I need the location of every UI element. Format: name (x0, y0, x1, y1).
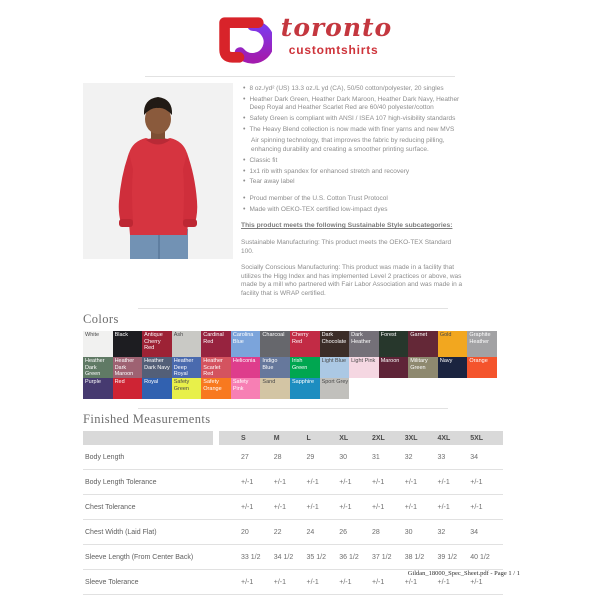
bullet-dot-icon: • (243, 205, 246, 213)
spec-bullet-text: Heather Dark Green, Heather Dark Maroon, Heather Dark Navy, Heather Deep Royal and Heather Scarlet Red are 60/40 polyester/cotton (249, 95, 460, 112)
color-swatch: Red (113, 378, 143, 399)
product-section (83, 83, 503, 298)
measurement-value: 28 (273, 453, 282, 461)
spec-bullet-list (241, 85, 463, 214)
size-column-header: M (273, 434, 280, 442)
measurement-value: +/-1 (241, 478, 254, 486)
size-column-header: 4XL (437, 434, 451, 442)
measurement-row (83, 520, 503, 545)
size-column-header: 2XL (372, 434, 385, 442)
bullet-dot-icon: • (243, 167, 246, 175)
spec-bullet-item (241, 168, 463, 176)
measurement-value: +/-1 (404, 578, 418, 586)
color-swatch: Dark Chocolate (320, 331, 350, 357)
measurement-value: 28 (372, 528, 380, 536)
measurement-value: +/-1 (437, 578, 450, 586)
measurement-value: +/-1 (273, 578, 287, 586)
brand-sub-name: customtshirts (288, 43, 379, 57)
tc-monogram-logo (208, 13, 272, 67)
measurement-value: 29 (306, 453, 315, 461)
measurement-value: +/-1 (437, 478, 450, 486)
measurement-value: 30 (339, 453, 348, 461)
measurement-value: 30 (404, 528, 413, 536)
color-swatch: Royal (142, 378, 172, 399)
empty-grid-cell (379, 378, 409, 399)
measurement-row (83, 470, 503, 495)
measurement-value: 37 1/2 (372, 553, 392, 561)
model-in-red-sweatshirt-illustration (83, 83, 233, 259)
spec-column (241, 83, 463, 298)
spec-bullet-text: The Heavy Blend collection is now made with finer yarns and new MVS (249, 126, 455, 134)
color-swatch: Gold (438, 331, 468, 357)
measurement-row (83, 445, 503, 470)
color-swatch: Black (113, 331, 143, 357)
measurement-value: +/-1 (273, 503, 287, 511)
bullet-dot-icon: • (243, 85, 246, 92)
header-label-cell (83, 431, 213, 445)
measurement-row (83, 545, 503, 570)
color-swatch: Sport Grey (320, 378, 350, 399)
measurement-value: +/-1 (404, 503, 418, 511)
spec-bullet-item (241, 115, 463, 123)
empty-grid-cell (349, 378, 379, 399)
page-content (83, 83, 503, 595)
color-swatch: Heather Dark Navy (142, 357, 172, 378)
measurement-label: Body Length (85, 453, 125, 461)
measurement-value: 34 (470, 528, 479, 536)
size-column-header: 5XL (470, 434, 484, 442)
measurement-value: 33 (437, 453, 446, 461)
measurement-value: 22 (273, 528, 282, 536)
color-swatch: Purple (83, 378, 113, 399)
color-swatch: Orange (467, 357, 497, 378)
bullet-dot-icon: • (243, 95, 246, 103)
color-swatch: Safety Pink (231, 378, 261, 399)
measurement-label: Chest Width (Laid Flat) (85, 528, 157, 536)
color-swatch: Irish Green (290, 357, 320, 378)
color-swatch: Cardinal Red (201, 331, 231, 357)
sustainable-manufacturing-paragraph: Sustainable Manufacturing: This product meets the OEKO-TEX Standard 100. (241, 238, 452, 255)
spec-bullet-text: 8 oz./yd² (US) 13.3 oz./L yd (CA), 50/50 cotton/polyester, 20 singles (249, 85, 444, 92)
color-swatch: Safety Orange (201, 378, 231, 399)
spec-bullet-text: 1x1 rib with spandex for enhanced stretch and recovery (249, 167, 410, 175)
color-swatch: Carolina Blue (231, 331, 261, 357)
product-photo (83, 83, 233, 259)
color-swatch: Sapphire (290, 378, 320, 399)
socially-conscious-paragraph: Socially Conscious Manufacturing: This product was made in a facility that utilizes the Higg Index and has implemented Level 2 practices or above, was made by a mill who partnered with Fair Labor Association and was made in a facility that is WRAP certified. (241, 264, 463, 297)
measurement-value: +/-1 (273, 478, 287, 486)
color-swatch: Graphite Heather (467, 331, 497, 357)
color-swatch: Safety Green (172, 378, 202, 399)
color-swatch: Heather Scarlet Red (201, 357, 231, 378)
brand-header (0, 0, 600, 69)
spec-bullet-item (241, 96, 463, 113)
spec-bullet-text: Air spinning technology, that improves the fabric by reducing pilling, enhancing durability and creating a smoother printing surface. (251, 137, 445, 153)
measurement-value: +/-1 (372, 503, 385, 511)
bullet-dot-icon: • (243, 115, 246, 123)
sustainable-style-heading: This product meets the following Sustainable Style subcategories: (241, 222, 453, 230)
color-swatch: Forest (379, 331, 409, 357)
spec-bullet-text: Classic fit (249, 156, 278, 164)
measurement-value: 34 (470, 453, 479, 461)
measurement-value: 31 (372, 453, 380, 461)
spec-bullet-text: Proud member of the U.S. Cotton Trust Protocol (249, 194, 388, 202)
color-swatch: Charcoal (260, 331, 290, 357)
empty-grid-cell (438, 378, 468, 399)
color-swatch: Dark Heather (349, 331, 379, 357)
spec-bullet-item (241, 85, 463, 93)
measurement-value: +/-1 (470, 503, 483, 511)
measurement-value: +/-1 (306, 578, 319, 586)
measurement-value: 33 1/2 (241, 553, 261, 561)
measurement-value: +/-1 (437, 503, 450, 511)
measurement-value: 27 (241, 453, 249, 461)
color-swatch: Heather Dark Maroon (113, 357, 143, 378)
measurement-value: 40 1/2 (470, 553, 490, 561)
bullet-dot-icon: • (243, 156, 246, 164)
measurement-value: +/-1 (470, 578, 483, 586)
measurement-value: +/-1 (404, 478, 418, 486)
spec-bullet-item (241, 195, 463, 203)
spec-bullet-text: Tear away label (249, 178, 295, 186)
measurement-label: Sleeve Length (From Center Back) (85, 553, 194, 561)
color-swatch: Heather Dark Green (83, 357, 113, 378)
measurement-value: 36 1/2 (339, 553, 359, 561)
measurements-table-header (83, 431, 503, 445)
color-swatch: Light Blue (320, 357, 350, 378)
colors-divider (138, 308, 448, 309)
color-swatch: Navy (438, 357, 468, 378)
measurement-value: +/-1 (306, 503, 319, 511)
measurement-value: +/-1 (372, 478, 385, 486)
measurement-label: Chest Tolerance (85, 503, 136, 511)
size-header-band (219, 431, 503, 445)
header-divider (145, 76, 455, 77)
measurement-label: Sleeve Tolerance (85, 578, 139, 586)
measurement-value: 39 1/2 (437, 553, 457, 561)
measurement-value: +/-1 (470, 478, 483, 486)
bullet-dot-icon: • (243, 126, 246, 134)
spec-bullet-text: Made with OEKO-TEX certified low-impact dyes (249, 205, 388, 213)
brand-script-name: toronto (280, 13, 393, 42)
empty-grid-cell (467, 378, 497, 399)
color-swatch: Antique Cherry Red (142, 331, 172, 357)
color-swatch: White (83, 331, 113, 357)
size-column-header: L (306, 434, 311, 442)
measurement-value: 34 1/2 (273, 553, 294, 561)
color-swatch: Cherry Red (290, 331, 320, 357)
measurement-value: +/-1 (241, 578, 254, 586)
color-swatch: Military Green (408, 357, 438, 378)
spec-bullet-item (241, 126, 463, 134)
measurement-value: 24 (306, 528, 315, 536)
color-swatch-grid (83, 331, 497, 399)
measurement-value: +/-1 (339, 503, 352, 511)
empty-grid-cell (408, 378, 438, 399)
color-swatch: Indigo Blue (260, 357, 290, 378)
color-swatch: Heliconia (231, 357, 261, 378)
color-swatch: Light Pink (349, 357, 379, 378)
measurement-label: Body Length Tolerance (85, 478, 157, 486)
size-column-header: 3XL (404, 434, 418, 442)
measurement-value: 32 (437, 528, 446, 536)
spec-bullet-item (241, 178, 463, 186)
color-swatch: Garnet (408, 331, 438, 357)
brand-text (281, 13, 392, 57)
measurement-value: +/-1 (339, 478, 352, 486)
measurement-value: +/-1 (241, 503, 254, 511)
spec-bullet-item (241, 206, 463, 214)
measurements-divider (138, 408, 448, 409)
color-swatch: Maroon (379, 357, 409, 378)
measurement-value: +/-1 (372, 578, 385, 586)
spec-bullet-item (241, 137, 463, 154)
spec-bullet-item (241, 157, 463, 165)
color-swatch: Sand (260, 378, 290, 399)
color-swatch: Heather Deep Royal (172, 357, 202, 378)
colors-section-title: Colors (83, 312, 119, 327)
measurement-row (83, 495, 503, 520)
measurement-value: 32 (404, 453, 413, 461)
spec-bullet-text: Safety Green is compliant with ANSI / ISEA 107 high-visibility standards (249, 115, 456, 123)
bullet-dot-icon: • (243, 178, 246, 186)
measurement-value: +/-1 (339, 578, 352, 586)
pdf-footer-filename: Gildan_18000_Spec_Sheet.pdf - Page 1 / 1 (407, 570, 520, 577)
bullet-dot-icon: • (243, 194, 246, 202)
measurement-value: 26 (339, 528, 348, 536)
size-column-header: S (241, 434, 246, 442)
color-swatch: Ash (172, 331, 202, 357)
measurements-section-title: Finished Measurements (83, 412, 211, 427)
measurement-value: +/-1 (306, 478, 319, 486)
measurement-value: 38 1/2 (404, 553, 425, 561)
measurement-value: 35 1/2 (306, 553, 326, 561)
size-column-header: XL (339, 434, 349, 442)
measurement-value: 20 (241, 528, 249, 536)
